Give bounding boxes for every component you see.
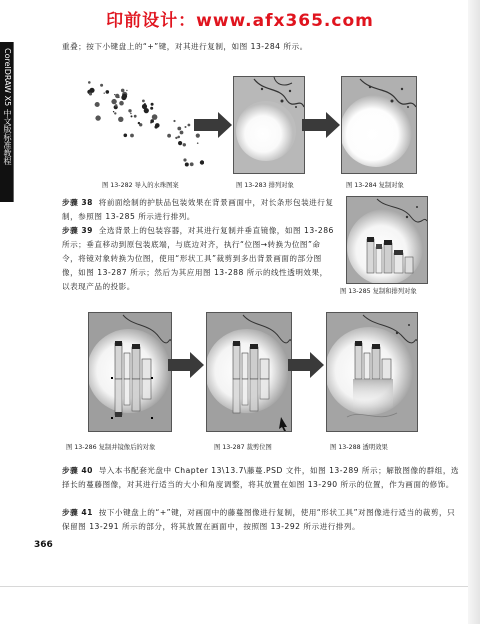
water-drop — [139, 123, 142, 126]
arrow-right-icon — [194, 112, 234, 138]
water-drop — [197, 142, 199, 144]
water-drop — [114, 112, 116, 114]
water-drop — [150, 119, 154, 123]
paragraph-step-41 — [62, 506, 462, 534]
water-drop — [190, 162, 194, 166]
page-bottom-rule — [0, 586, 480, 587]
water-drop — [115, 104, 118, 107]
water-drop — [113, 111, 114, 112]
water-drop — [177, 136, 180, 139]
water-drop — [152, 114, 158, 120]
water-drop — [121, 89, 125, 93]
water-drop — [134, 115, 137, 118]
water-drop — [118, 117, 123, 122]
paragraph-step-38 — [62, 196, 334, 224]
figure-13-285-copy-arrange — [346, 196, 428, 284]
water-drop — [95, 104, 97, 106]
caption-13-284: 图 13-284 复制对象 — [346, 182, 404, 189]
caption-13-287: 图 13-287 裁剪位图 — [214, 444, 272, 451]
water-drop — [104, 93, 105, 94]
water-drop — [95, 115, 100, 120]
figure-13-287-crop — [206, 312, 292, 432]
water-drop — [115, 94, 119, 98]
water-drop — [142, 104, 147, 109]
caption-13-282: 图 13-282 导入的水珠图案 — [102, 182, 179, 189]
step-text: 将前面绘制的护肤品包装效果在背景画面中，对长条形包装进行复制，参照图 13-285 所示进行排列。 — [62, 198, 334, 221]
water-drop — [114, 94, 115, 95]
water-drop — [111, 99, 116, 104]
paragraph-step-39 — [62, 224, 334, 294]
water-drop — [142, 100, 145, 103]
water-drop — [150, 107, 153, 110]
water-drop — [88, 81, 91, 84]
page-number: 366 — [34, 540, 53, 550]
water-drop — [183, 143, 186, 146]
step-label: 步骤 40 — [62, 466, 93, 475]
water-drop — [188, 124, 191, 127]
caption-13-286: 图 13-286 复制并镜像后的对象 — [66, 444, 156, 451]
figure-13-286-mirror — [88, 312, 172, 432]
arrow-right-icon — [168, 352, 206, 378]
step-label: 步骤 38 — [62, 198, 93, 207]
step-text: 全选背景上的包装容器，对其进行复制并垂直镜像，如图 13-286 所示；垂直移动到原包装底端，与底边对齐，执行“位图→转换为位图”命令，将镜对象转换为位图，使用“形状工具”裁剪到多出背景画面的部分图像，如图 13-287 所示；然后为其应用图 13-288 所示的线性透明效果，以表现产品的投影。 — [62, 226, 334, 291]
paragraph-intro: 重叠；按下小键盘上的“+”键，对其进行复制，如图 13-284 所示。 — [62, 42, 308, 51]
water-drop — [126, 90, 127, 91]
step-text: 按下小键盘上的“+”键，对画面中的藤蔓图像进行复制，使用“形状工具”对图像进行适当的裁剪，只保留图 13-291 所示的部分，将其放置在画面中，按照图 13-292 所示进行排列。 — [62, 508, 456, 531]
figure-13-284-copy — [341, 76, 417, 174]
site-watermark: 印前设计：www.afx365.com — [106, 11, 374, 31]
figure-13-283-arrange — [233, 76, 305, 174]
water-drop — [183, 158, 186, 161]
water-drop — [200, 160, 204, 164]
caption-13-283: 图 13-283 排列对象 — [236, 182, 294, 189]
step-label: 步骤 39 — [62, 226, 93, 235]
arrow-right-icon — [288, 352, 326, 378]
water-drop — [100, 84, 103, 87]
figure-13-288-transparency — [326, 312, 418, 432]
water-drop — [155, 125, 158, 128]
water-drop — [177, 127, 181, 131]
water-drop — [185, 163, 189, 167]
water-drop — [151, 103, 154, 106]
water-drop — [89, 88, 94, 93]
figure-13-282-water-drops — [84, 70, 204, 176]
water-drop — [130, 134, 134, 138]
water-drop — [167, 134, 171, 138]
water-drop — [178, 141, 182, 145]
step-text: 导入本书配套光盘中 Chapter 13\13.7\藤蔓.PSD 文件，如图 13-289 所示；解散图像的群组，选择长的蔓藤图像，对其进行适当的大小和角度调整，将其放置在如图 13-290 所示的位置，作为画面的修饰。 — [62, 466, 460, 489]
water-drop — [124, 134, 128, 138]
water-drop — [119, 101, 124, 106]
water-drop — [175, 137, 177, 139]
step-label: 步骤 41 — [62, 508, 93, 517]
scan-edge-shadow — [468, 0, 480, 624]
water-drop — [106, 90, 110, 94]
water-drop — [121, 95, 126, 100]
paragraph-step-40 — [62, 464, 462, 492]
arrow-right-icon — [302, 112, 342, 138]
water-drop — [131, 115, 133, 117]
water-drop — [185, 126, 187, 128]
water-drop — [128, 109, 131, 112]
chapter-side-tab-label: CorelDRAW X5 中文版标准教程 — [3, 48, 12, 165]
water-drop — [130, 113, 132, 115]
caption-13-288: 图 13-288 透明效果 — [330, 444, 388, 451]
caption-13-285: 图 13-285 复制和排列对象 — [340, 288, 417, 295]
side-tab-rule — [13, 42, 14, 202]
water-drop — [180, 131, 184, 135]
water-drop — [173, 120, 175, 122]
